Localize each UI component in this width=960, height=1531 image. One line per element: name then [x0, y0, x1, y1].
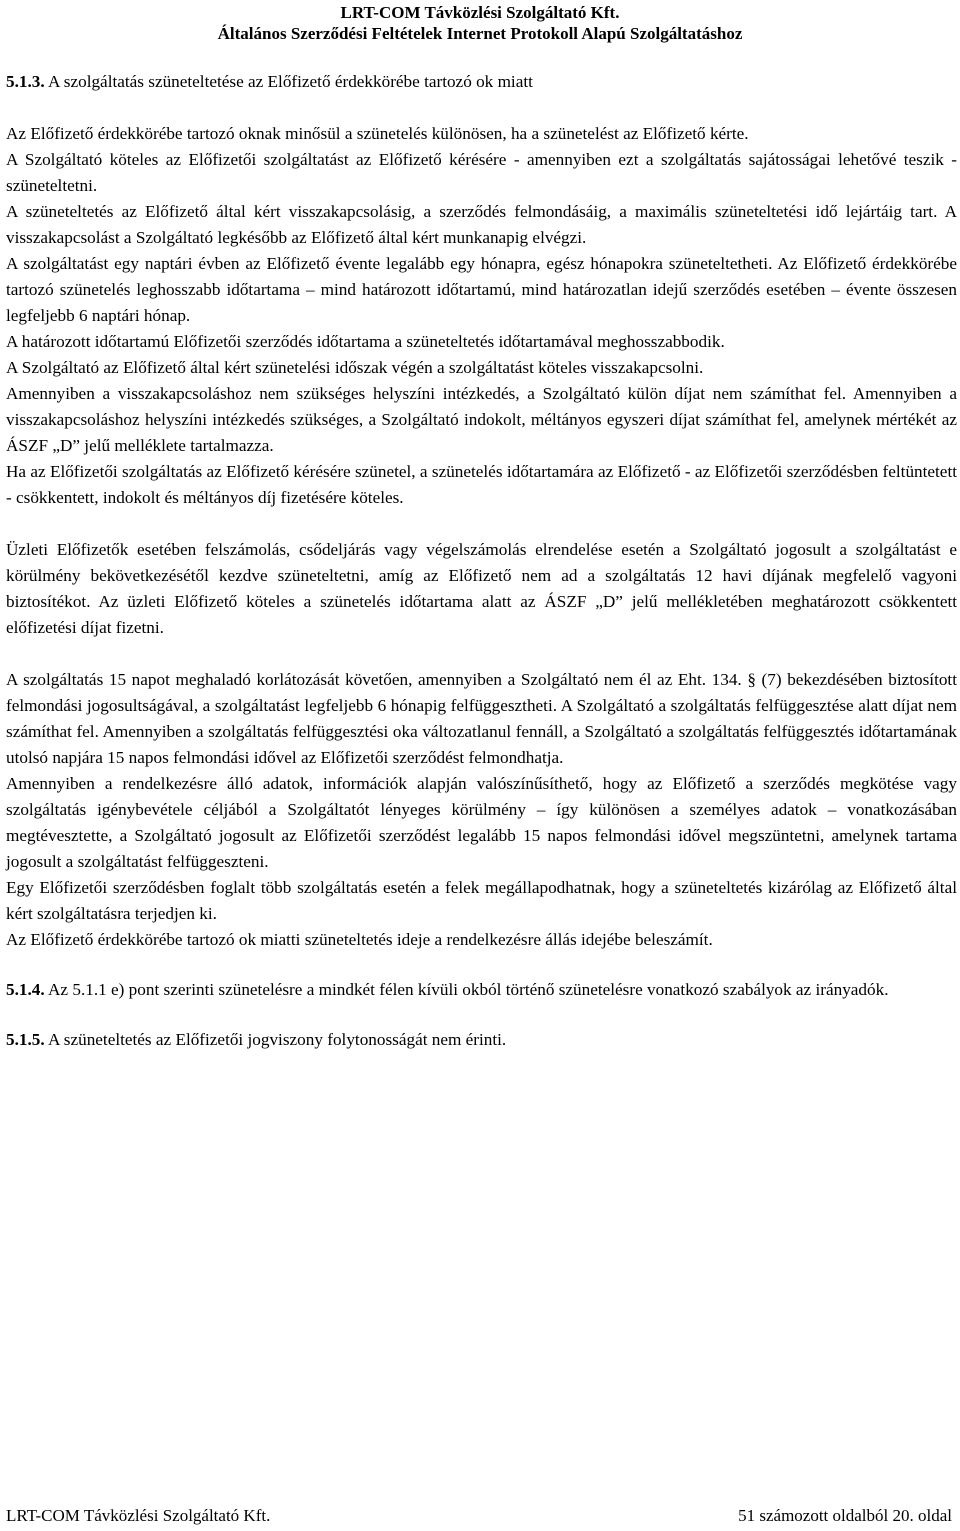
section-5-1-4: [6, 977, 957, 1003]
paragraph: A szolgáltatást egy naptári évben az Előfizető évente legalább egy hónapra, egész hónapokra szüneteltetheti. Az Előfizető érdekkörébe tartozó szünetelés leghosszabb időtartama – mind határozott időtartamú, mind határozatlan idejű szerződés esetében – évente összesen legfeljebb 6 naptári hónap.: [6, 254, 957, 325]
section-title: A szolgáltatás szüneteltetése az Előfizető érdekkörébe tartozó ok miatt: [44, 72, 533, 91]
section-text: A szüneteltetés az Előfizetői jogviszony folytonosságát nem érinti.: [44, 1030, 507, 1049]
paragraph: A szüneteltetés az Előfizető által kért visszakapcsolásig, a szerződés felmondásáig, a maximális szüneteltetési idő lejártáig tart. A visszakapcsolást a Szolgáltató legkésőbb az Előfizető által kért munkanapig elvégzi.: [6, 202, 957, 247]
footer-page-number: 51 számozott oldalból 20. oldal: [738, 1506, 952, 1525]
spacer: [6, 511, 957, 537]
paragraph-business-subscribers: Üzleti Előfizetők esetében felszámolás, csődeljárás vagy végelszámolás elrendelése esetén a Szolgáltató jogosult a szolgáltatást e körülmény bekövetkezésétől kezdve szüneteltetni, amíg az Előfizető nem ad a szolgáltatás 12 havi díjának megfelelő vagyoni biztosítékot. Az üzleti Előfizető köteles a szünetelés időtartama alatt az ÁSZF „D” jelű mellékletében meghatározott csökkentett előfizetési díjat fizetni.: [6, 540, 957, 637]
paragraph: Amennyiben a rendelkezésre álló adatok, információk alapján valószínűsíthető, hogy az Előfizető a szerződés megkötése vagy szolgáltatás igénybevétele céljából a Szolgáltatót lényeges körülmény – így különösen a személyes adatok – vonatkozásában megtévesztette, a Szolgáltató jogosult az Előfizetői szerződést legalább 15 napos felmondási idővel megszüntetni, amelynek tartama jogosult a szolgáltatást felfüggeszteni.: [6, 774, 957, 871]
section-number: 5.1.4.: [6, 980, 45, 999]
paragraph: A Szolgáltató az Előfizető által kért szünetelési időszak végén a szolgáltatást köteles visszakapcsolni.: [6, 358, 704, 377]
section-number: 5.1.3.: [6, 72, 45, 91]
paragraph: Egy Előfizetői szerződésben foglalt több szolgáltatás esetén a felek megállapodhatnak, hogy a szüneteltetés kizárólag az Előfizető által kért szolgáltatásra terjedjen ki.: [6, 878, 957, 923]
paragraph: Amennyiben a visszakapcsoláshoz nem szükséges helyszíni intézkedés, a Szolgáltató külön díjat nem számíthat fel. Amennyiben a visszakapcsoláshoz helyszíni intézkedés szükséges, a Szolgáltató indokolt, méltányos egyszeri díjat számíthat fel, amelynek mértékét az ÁSZF „D” jelű melléklete tartalmazza.: [6, 384, 957, 455]
section-5-1-5: [6, 1027, 957, 1053]
paragraph: Az Előfizető érdekkörébe tartozó oknak minősül a szünetelés különösen, ha a szünetelést az Előfizető kérte.: [6, 124, 749, 143]
paragraph: Ha az Előfizetői szolgáltatás az Előfizető kérésére szünetel, a szünetelés időtartamára az Előfizető - az Előfizetői szerződésben feltüntetett - csökkentett, indokolt és méltányos díj fizetésére köteles.: [6, 462, 957, 507]
section-number: 5.1.5.: [6, 1030, 45, 1049]
spacer: [6, 953, 957, 977]
paragraph: A határozott időtartamú Előfizetői szerződés időtartama a szüneteltetés időtartamával meghosszabbodik.: [6, 332, 725, 351]
document-body: [6, 69, 957, 1053]
paragraph: A szolgáltatás 15 napot meghaladó korlátozását követően, amennyiben a Szolgáltató nem él az Eht. 134. § (7) bekezdésében biztosított felmondási jogosultságával, a szolgáltatást legfeljebb 6 hónapig felfüggesztheti. A Szolgáltató a szolgáltatás felfüggesztése alatt díjat nem számíthat fel. Amennyiben a szolgáltatás felfüggesztési oka változatlanul fennáll, a Szolgáltató a szolgáltatás felfüggesztés időtartamának utolsó napjára 15 napos felmondási idővel az Előfizetői szerződést felmondhatja.: [6, 670, 957, 767]
footer-company-name: LRT-COM Távközlési Szolgáltató Kft.: [6, 1506, 271, 1525]
header-company-name: LRT-COM Távközlési Szolgáltató Kft.: [340, 3, 620, 22]
spacer: [6, 641, 957, 667]
paragraph: A Szolgáltató köteles az Előfizetői szolgáltatást az Előfizető kérésére - amennyiben ezt a szolgáltatás sajátosságai lehetővé teszik - szüneteltetni.: [6, 150, 957, 195]
spacer: [6, 1003, 957, 1027]
section-text: Az 5.1.1 e) pont szerinti szünetelésre a mindkét félen kívüli okból történő szünetelésre vonatkozó szabályok az irányadók.: [44, 980, 889, 999]
paragraph: Az Előfizető érdekkörébe tartozó ok miatti szüneteltetés ideje a rendelkezésre állás idejébe beleszámít.: [6, 930, 713, 949]
header-document-title: Általános Szerződési Feltételek Internet Protokoll Alapú Szolgáltatáshoz: [217, 24, 743, 43]
spacer: [6, 95, 957, 121]
section-heading-5-1-3: [6, 69, 957, 95]
